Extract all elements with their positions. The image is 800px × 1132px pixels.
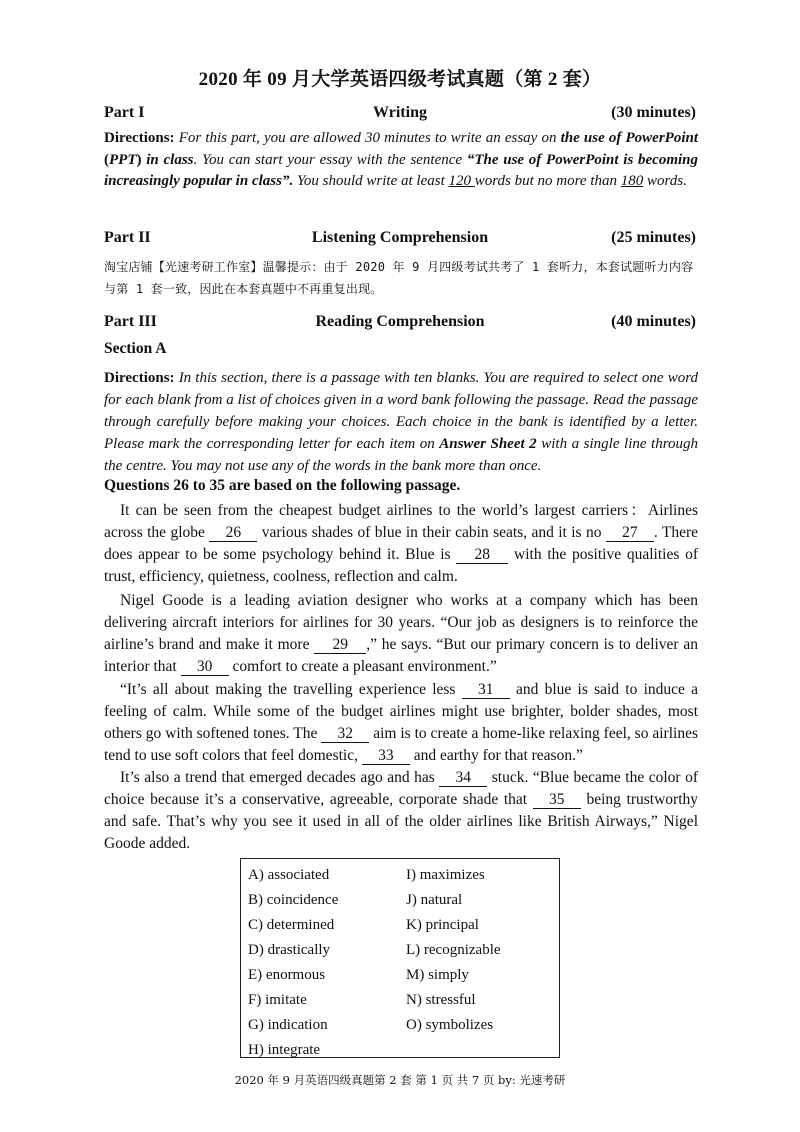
essay-opening-sentence: “The use of PowerPoint is becoming increasingly popular in class”.: [104, 151, 699, 189]
word-bank-item: D) drastically: [248, 942, 331, 958]
word-bank-item: O) symbolizes: [406, 1017, 494, 1033]
blank-30: 30: [181, 658, 229, 676]
part3-time: (40 minutes): [611, 313, 696, 330]
directions-text-2: with a single line through the centre. You may not use any of the words in the bank more than once.: [104, 436, 699, 474]
word-bank-item: C) determined: [248, 917, 335, 933]
blank-32: 32: [321, 725, 369, 743]
passage-text: stuck. “Blue became the color of choice because it’s a conservative, agreeable, corporate shade that: [104, 769, 698, 808]
directions-text-3: You should write at least: [296, 173, 445, 189]
part1-header: [104, 104, 696, 126]
part1-label: Part I: [104, 104, 145, 121]
part1-time: (30 minutes): [611, 104, 696, 121]
passage-text: ,” he says. “But our primary concern is to deliver an interior that: [104, 636, 698, 675]
listening-note: 淘宝店铺【光速考研工作室】温馨提示：由于 2020 年 9 月四级考试共考了 1 套听力，本套试题听力内容与第 1 套一致，因此在本套真题中不再重复出现。: [104, 260, 694, 296]
word-bank-item: M) simply: [406, 967, 469, 983]
min-words: 120: [448, 173, 475, 189]
passage-text: comfort to create a pleasant environment.”: [232, 658, 497, 675]
part3-directions: [104, 367, 698, 477]
word-bank-item: F) imitate: [248, 992, 307, 1008]
part2-header: [104, 229, 696, 251]
part2-label: Part II: [104, 229, 151, 246]
passage-paragraph-3: [104, 679, 698, 767]
word-bank-item: I) maximizes: [406, 867, 485, 883]
passage-text: It’s also a trend that emerged decades ago and has: [120, 769, 435, 786]
word-bank-item: G) indication: [248, 1017, 328, 1033]
part3-label: Part III: [104, 313, 157, 330]
word-bank-item: J) natural: [406, 892, 463, 908]
passage-text: It can be seen from the cheapest budget airlines to the world’s largest carriers：Airlines across the globe: [104, 502, 698, 541]
max-words: 180: [620, 173, 644, 189]
page-title: 2020 年 09 月大学英语四级考试真题（第 2 套）: [198, 69, 602, 90]
word-bank-item: K) principal: [406, 917, 479, 933]
page-footer: 2020 年 9 月英语四级真题第 2 套 第 1 页 共 7 页 by: 光速考研: [234, 1073, 566, 1087]
word-bank-item: B) coincidence: [248, 892, 339, 908]
passage-text: and blue is said to induce a feeling of calm. While some of the budget airlines might use brighter, bolder shades, most others go with softened tones. The: [104, 681, 699, 742]
part1-name: Writing: [373, 104, 427, 121]
word-bank-item: H) integrate: [248, 1042, 321, 1058]
answer-sheet-ref: Answer Sheet 2: [439, 436, 537, 452]
passage-text: and earthy for that reason.”: [413, 747, 583, 764]
directions-text-2: . You can start your essay with the sentence: [193, 151, 463, 168]
ppt-close: ): [136, 151, 142, 168]
blank-27: 27: [606, 524, 654, 542]
blank-29: 29: [314, 636, 366, 654]
ppt-open: (: [104, 151, 109, 168]
blank-34: 34: [439, 769, 487, 787]
essay-topic: the use of PowerPoint: [560, 130, 698, 146]
passage-text: Nigel Goode is a leading aviation designer who works at a company which has been delivering aircraft interiors for airlines for 30 years. “Our job as designers is to reinforce the airline’s brand and make it more: [104, 592, 698, 653]
word-bank-item: A) associated: [248, 867, 330, 883]
directions-label: Directions:: [104, 370, 175, 386]
questions-heading: Questions 26 to 35 are based on the following passage.: [104, 477, 461, 494]
blank-33: 33: [362, 747, 410, 765]
part2-name: Listening Comprehension: [311, 229, 489, 246]
blank-26: 26: [209, 524, 257, 542]
word-bank-item: N) stressful: [406, 992, 476, 1008]
essay-topic-inclass: in class: [146, 151, 194, 168]
directions-text-5: words.: [647, 173, 687, 189]
directions-label: Directions:: [104, 130, 175, 146]
passage-paragraph-2: [104, 590, 698, 678]
word-bank-item: L) recognizable: [406, 942, 501, 958]
section-a-heading: Section A: [104, 340, 167, 357]
part1-directions: [104, 128, 698, 193]
word-bank: [240, 858, 560, 1058]
passage-text: various shades of blue in their cabin seats, and it is no: [261, 524, 602, 541]
blank-35: 35: [533, 791, 581, 809]
word-bank-item: E) enormous: [248, 967, 326, 983]
word-bank-left-column: [248, 863, 338, 1063]
passage-text: being trustworthy and safe. That’s why you see it used in all of the older airlines like British Airways,” Nigel Goode added.: [104, 791, 699, 852]
passage-paragraph-1: [104, 500, 698, 588]
part3-name: Reading Comprehension: [315, 313, 485, 330]
part3-header: [104, 313, 696, 335]
passage-text: aim is to create a home-like relaxing feel, so airlines tend to use soft colors that feel domestic,: [104, 725, 698, 764]
directions-text-1: For this part, you are allowed 30 minutes to write an essay on: [178, 130, 557, 146]
ppt-abbrev: PPT: [109, 151, 137, 168]
part2-time: (25 minutes): [611, 229, 696, 246]
passage-text: with the positive qualities of trust, efficiency, quietness, coolness, reflection and calm.: [104, 546, 699, 585]
passage-text: . There does appear to be some psychology behind it. Blue is: [104, 524, 699, 563]
directions-text-4: words but no more than: [474, 173, 617, 189]
passage-paragraph-4: [104, 767, 698, 855]
blank-31: 31: [462, 681, 510, 699]
directions-text-1: In this section, there is a passage with ten blanks. You are required to select one word for each blank from a list of choices given in a word bank following the passage. Read the passage through carefully before making your choices. Each choice in the bank is identified by a letter. Please mark the corresponding letter for each item on: [104, 370, 699, 452]
word-bank-right-column: [406, 863, 501, 1038]
passage-text: “It’s all about making the travelling experience less: [120, 681, 456, 698]
blank-28: 28: [456, 546, 508, 564]
